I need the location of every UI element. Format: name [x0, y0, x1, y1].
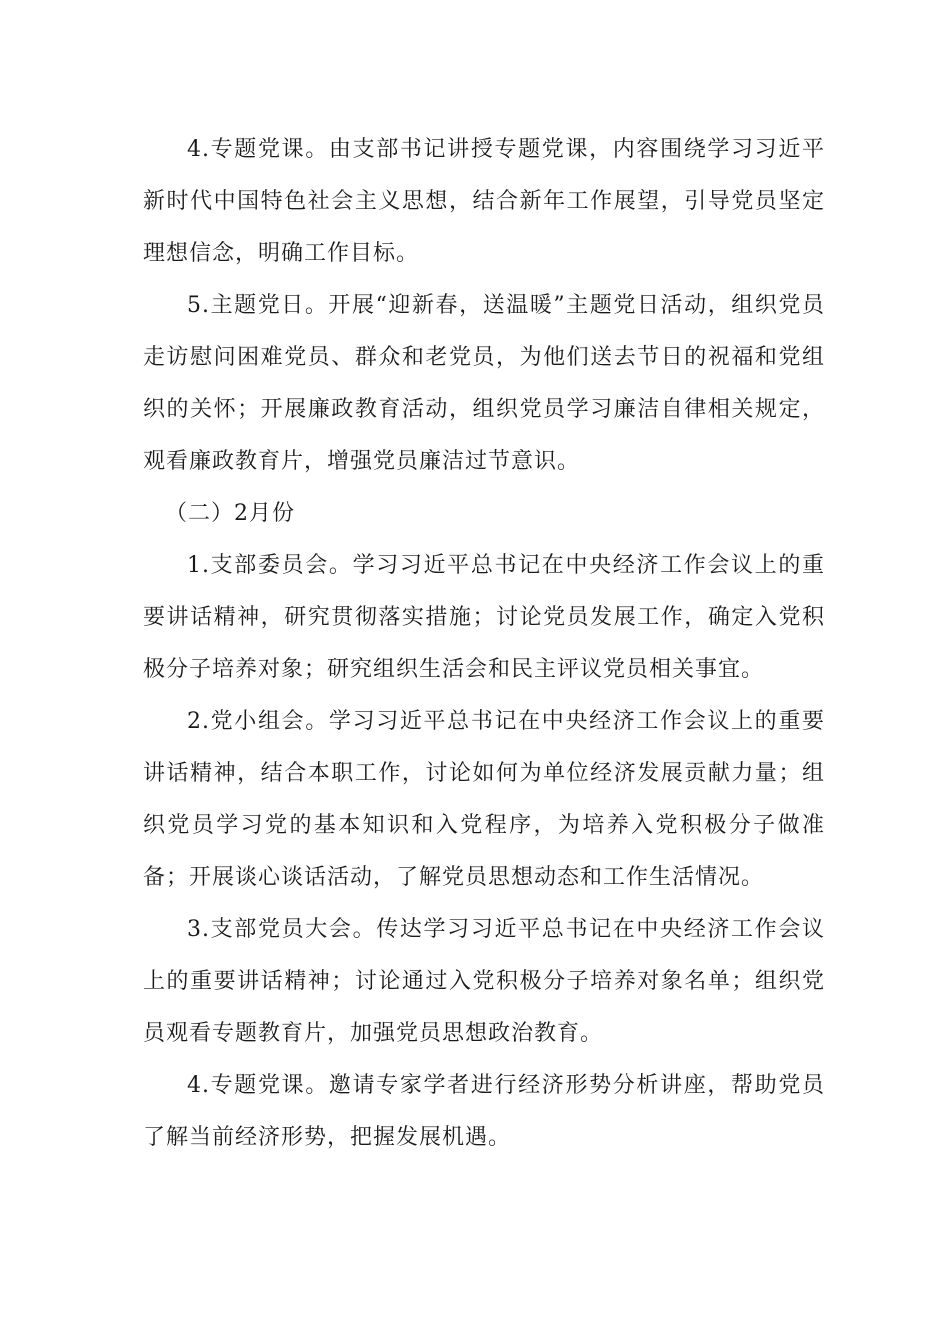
paragraph-branch-general-meeting: 3.支部党员大会。传达学习习近平总书记在中央经济工作会议上的重要讲话精神；讨论通过入党积极分子培养对象名单；组织党员观看专题教育片，加强党员思想政治教育。	[143, 917, 825, 1046]
paragraph-branch-committee: 1.支部委员会。学习习近平总书记在中央经济工作会议上的重要讲话精神，研究贯彻落实措施；讨论党员发展工作，确定入党积极分子培养对象；研究组织生活会和民主评议党员相关事宜。	[143, 553, 825, 682]
section-heading-february: （二）2月份	[165, 501, 295, 526]
document-body	[143, 124, 825, 1164]
paragraph-theme-party-day: 5.主题党日。开展“迎新春，送温暖”主题党日活动，组织党员走访慰问困难党员、群众和老党员，为他们送去节日的祝福和党组织的关怀；开展廉政教育活动，组织党员学习廉洁自律相关规定，观看廉政教育片，增强党员廉洁过节意识。	[143, 293, 825, 474]
paragraph-party-group-meeting: 2.党小组会。学习习近平总书记在中央经济工作会议上的重要讲话精神，结合本职工作，讨论如何为单位经济发展贡献力量；组织党员学习党的基本知识和入党程序，为培养入党积极分子做准备；开展谈心谈话活动，了解党员思想动态和工作生活情况。	[143, 709, 825, 890]
paragraph-special-party-lecture-jan: 4.专题党课。由支部书记讲授专题党课，内容围绕学习习近平新时代中国特色社会主义思想，结合新年工作展望，引导党员坚定理想信念，明确工作目标。	[143, 137, 825, 266]
paragraph-special-party-lecture-feb: 4.专题党课。邀请专家学者进行经济形势分析讲座，帮助党员了解当前经济形势，把握发展机遇。	[143, 1073, 825, 1150]
